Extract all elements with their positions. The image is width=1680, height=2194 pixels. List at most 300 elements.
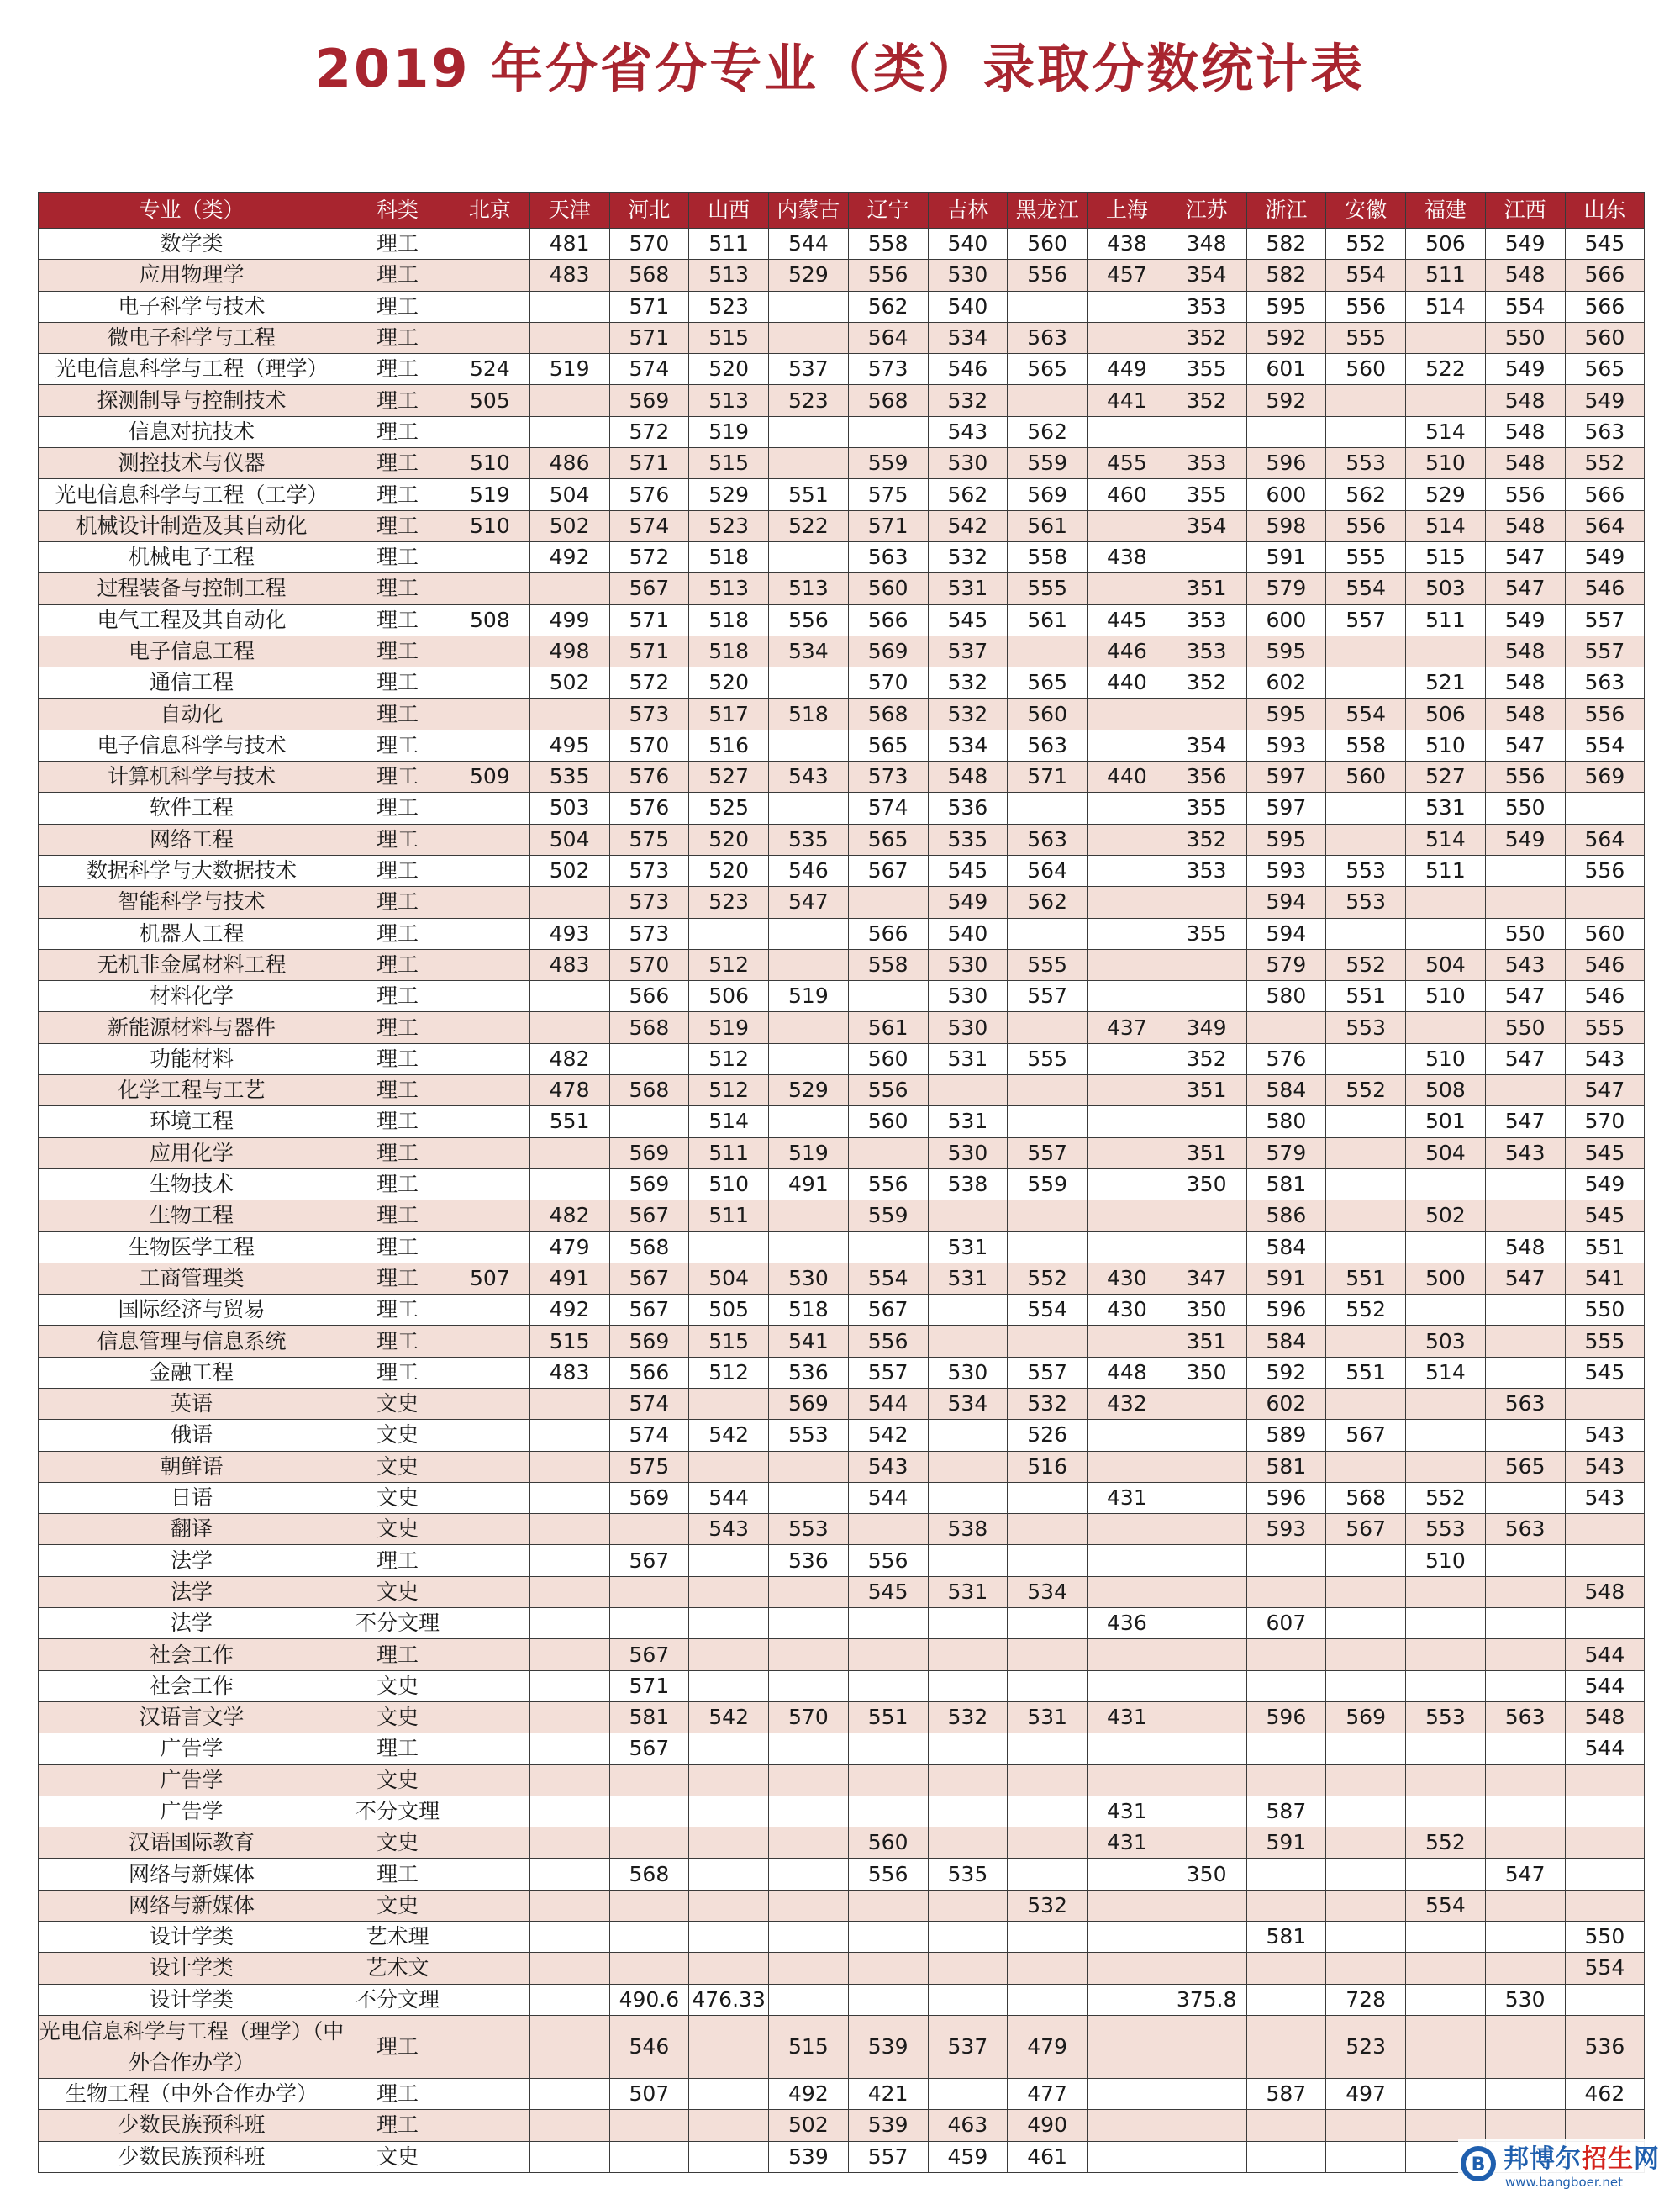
- score-cell: 556: [1485, 479, 1565, 510]
- score-cell: 490: [1008, 2110, 1088, 2141]
- score-cell: 569: [609, 385, 689, 416]
- score-cell: 592: [1246, 1357, 1326, 1388]
- score-cell: [928, 1764, 1008, 1796]
- score-cell: 554: [1326, 260, 1406, 291]
- column-header: 专业（类）: [39, 193, 345, 229]
- category-cell: 文史: [345, 1890, 450, 1921]
- score-cell: 549: [928, 887, 1008, 918]
- major-name-cell: 机械电子工程: [39, 541, 345, 572]
- score-cell: [1088, 1733, 1167, 1764]
- score-cell: 548: [1485, 699, 1565, 730]
- score-cell: 546: [609, 2015, 689, 2078]
- score-cell: 355: [1167, 354, 1246, 385]
- score-cell: 353: [1167, 448, 1246, 479]
- score-cell: 437: [1088, 1012, 1167, 1043]
- score-cell: [1406, 385, 1486, 416]
- score-cell: 596: [1246, 1295, 1326, 1326]
- score-cell: 482: [529, 1043, 609, 1074]
- score-cell: [848, 1764, 928, 1796]
- score-cell: 549: [1485, 354, 1565, 385]
- category-cell: 不分文理: [345, 1984, 450, 2015]
- table-row: [39, 887, 1645, 918]
- score-cell: [1406, 1608, 1486, 1639]
- score-cell: 576: [1246, 1043, 1326, 1074]
- score-cell: [450, 573, 530, 604]
- score-cell: [1088, 887, 1167, 918]
- major-name-cell: 测控技术与仪器: [39, 448, 345, 479]
- score-cell: 550: [1565, 1922, 1645, 1953]
- score-cell: [450, 322, 530, 353]
- score-cell: [928, 1922, 1008, 1953]
- score-cell: [1088, 1576, 1167, 1607]
- score-cell: [1326, 1043, 1406, 1074]
- table-row: [39, 1545, 1645, 1576]
- score-cell: 542: [928, 510, 1008, 541]
- score-cell: [1246, 416, 1326, 447]
- score-cell: 557: [848, 1357, 928, 1388]
- category-cell: 理工: [345, 1043, 450, 1074]
- score-cell: 567: [848, 855, 928, 886]
- score-cell: [1485, 1670, 1565, 1701]
- score-cell: 570: [1565, 1106, 1645, 1137]
- score-cell: 502: [1406, 1200, 1486, 1231]
- score-cell: 569: [769, 1388, 849, 1419]
- score-cell: [1167, 1796, 1246, 1827]
- score-cell: 552: [1326, 229, 1406, 260]
- score-cell: 597: [1246, 793, 1326, 824]
- score-cell: [689, 1859, 769, 1890]
- score-cell: 534: [928, 1388, 1008, 1419]
- score-cell: 518: [769, 699, 849, 730]
- score-cell: 499: [529, 604, 609, 636]
- score-cell: [1008, 1012, 1088, 1043]
- score-cell: [928, 1639, 1008, 1670]
- major-name-cell: 自动化: [39, 699, 345, 730]
- score-cell: 549: [1565, 541, 1645, 572]
- score-cell: 556: [1326, 510, 1406, 541]
- table-row: [39, 793, 1645, 824]
- score-cell: 430: [1088, 1263, 1167, 1294]
- score-cell: [450, 1890, 530, 1921]
- score-cell: [1246, 1984, 1326, 2015]
- table-row: [39, 1388, 1645, 1419]
- score-cell: 502: [529, 510, 609, 541]
- score-cell: 546: [769, 855, 849, 886]
- score-cell: 492: [529, 541, 609, 572]
- score-cell: [450, 918, 530, 949]
- score-cell: 530: [928, 260, 1008, 291]
- table-row: [39, 1922, 1645, 1953]
- score-cell: [529, 1608, 609, 1639]
- score-cell: [689, 2015, 769, 2078]
- score-cell: [450, 1451, 530, 1482]
- score-cell: 557: [1565, 636, 1645, 667]
- score-cell: 500: [1406, 1263, 1486, 1294]
- score-cell: [1485, 1075, 1565, 1106]
- score-cell: 431: [1088, 1482, 1167, 1513]
- score-cell: [1088, 2015, 1167, 2078]
- score-cell: 531: [928, 1263, 1008, 1294]
- score-cell: 536: [769, 1357, 849, 1388]
- category-cell: 不分文理: [345, 1608, 450, 1639]
- major-name-cell: 朝鲜语: [39, 1451, 345, 1482]
- major-name-cell: 英语: [39, 1388, 345, 1419]
- score-table: [38, 192, 1645, 2173]
- score-cell: 498: [529, 636, 609, 667]
- score-cell: [1485, 1827, 1565, 1859]
- table-row: [39, 1326, 1645, 1357]
- score-cell: [1565, 2110, 1645, 2141]
- score-cell: 545: [928, 855, 1008, 886]
- score-cell: 545: [1565, 229, 1645, 260]
- score-cell: 530: [928, 448, 1008, 479]
- score-cell: 560: [848, 573, 928, 604]
- score-cell: [1326, 1137, 1406, 1168]
- score-cell: [689, 1576, 769, 1607]
- score-cell: [848, 1639, 928, 1670]
- score-cell: 549: [1485, 604, 1565, 636]
- score-cell: 502: [769, 2110, 849, 2141]
- score-cell: 547: [769, 887, 849, 918]
- score-cell: [1246, 1890, 1326, 1921]
- score-cell: [1326, 1639, 1406, 1670]
- score-cell: 552: [1008, 1263, 1088, 1294]
- category-cell: 理工: [345, 1859, 450, 1890]
- score-cell: 514: [689, 1106, 769, 1137]
- table-row: [39, 1263, 1645, 1294]
- score-cell: [1008, 1733, 1088, 1764]
- score-cell: [529, 1859, 609, 1890]
- score-cell: [1088, 1545, 1167, 1576]
- major-name-cell: 计算机科学与技术: [39, 762, 345, 793]
- score-cell: 557: [1565, 604, 1645, 636]
- score-cell: 504: [529, 824, 609, 855]
- score-cell: [529, 1953, 609, 1984]
- score-cell: 461: [1008, 2141, 1088, 2172]
- score-cell: 492: [769, 2078, 849, 2109]
- score-cell: 547: [1485, 981, 1565, 1012]
- score-cell: 543: [1565, 1043, 1645, 1074]
- score-cell: 512: [689, 1357, 769, 1388]
- score-cell: 552: [1326, 1075, 1406, 1106]
- category-cell: 理工: [345, 1639, 450, 1670]
- score-cell: [1565, 1827, 1645, 1859]
- score-cell: 596: [1246, 1482, 1326, 1513]
- score-cell: [769, 1827, 849, 1859]
- score-cell: [1485, 2078, 1565, 2109]
- score-cell: 568: [1326, 1482, 1406, 1513]
- score-cell: [1088, 1137, 1167, 1168]
- score-cell: 520: [689, 354, 769, 385]
- score-cell: [1167, 1608, 1246, 1639]
- score-cell: 519: [689, 1012, 769, 1043]
- score-cell: 478: [529, 1075, 609, 1106]
- score-cell: [1246, 2015, 1326, 2078]
- score-cell: [1485, 887, 1565, 918]
- score-cell: [1326, 1451, 1406, 1482]
- score-cell: 356: [1167, 762, 1246, 793]
- score-cell: 581: [1246, 1168, 1326, 1200]
- score-cell: 568: [609, 1859, 689, 1890]
- score-cell: 535: [769, 824, 849, 855]
- score-cell: 558: [848, 949, 928, 980]
- score-cell: [1406, 1420, 1486, 1451]
- score-cell: 571: [609, 291, 689, 322]
- score-cell: 558: [1326, 730, 1406, 761]
- score-cell: [529, 573, 609, 604]
- score-cell: 576: [609, 479, 689, 510]
- score-cell: 557: [1008, 981, 1088, 1012]
- score-cell: 513: [689, 573, 769, 604]
- table-row: [39, 1608, 1645, 1639]
- score-cell: [1406, 2015, 1486, 2078]
- score-cell: [848, 1953, 928, 1984]
- category-cell: 理工: [345, 291, 450, 322]
- major-name-cell: 少数民族预科班: [39, 2141, 345, 2172]
- table-row: [39, 291, 1645, 322]
- score-cell: 566: [848, 604, 928, 636]
- score-cell: [1167, 1514, 1246, 1545]
- score-cell: 503: [1406, 573, 1486, 604]
- score-cell: [1008, 918, 1088, 949]
- score-cell: [1406, 1859, 1486, 1890]
- score-cell: 596: [1246, 448, 1326, 479]
- score-cell: [848, 1796, 928, 1827]
- score-cell: [1485, 1420, 1565, 1451]
- score-cell: [769, 1106, 849, 1137]
- score-cell: [529, 2110, 609, 2141]
- score-cell: 550: [1485, 322, 1565, 353]
- score-cell: [689, 1922, 769, 1953]
- score-cell: [529, 1388, 609, 1419]
- score-cell: [1326, 1388, 1406, 1419]
- score-cell: [1167, 1827, 1246, 1859]
- score-cell: 548: [1485, 1231, 1565, 1263]
- score-cell: 551: [1326, 1357, 1406, 1388]
- major-name-cell: 光电信息科学与工程（工学）: [39, 479, 345, 510]
- score-cell: 514: [1406, 824, 1486, 855]
- category-cell: 文史: [345, 2141, 450, 2172]
- score-cell: [1326, 1922, 1406, 1953]
- score-cell: 531: [928, 573, 1008, 604]
- score-cell: [1246, 1576, 1326, 1607]
- score-cell: [848, 887, 928, 918]
- table-row: [39, 1043, 1645, 1074]
- score-cell: 544: [1565, 1670, 1645, 1701]
- score-cell: 571: [848, 510, 928, 541]
- score-cell: 554: [848, 1263, 928, 1294]
- score-cell: [529, 322, 609, 353]
- score-cell: [529, 1764, 609, 1796]
- major-name-cell: 环境工程: [39, 1106, 345, 1137]
- score-cell: [1485, 855, 1565, 886]
- score-cell: [1008, 636, 1088, 667]
- score-cell: [609, 1043, 689, 1074]
- score-cell: [1008, 1764, 1088, 1796]
- score-cell: 532: [928, 541, 1008, 572]
- score-cell: [1088, 949, 1167, 980]
- score-cell: 506: [689, 981, 769, 1012]
- score-cell: [1406, 1168, 1486, 1200]
- score-cell: 511: [689, 1200, 769, 1231]
- score-cell: [1485, 1576, 1565, 1607]
- score-cell: 555: [1565, 1326, 1645, 1357]
- score-cell: [1008, 1827, 1088, 1859]
- score-cell: 549: [1565, 385, 1645, 416]
- score-cell: 550: [1485, 918, 1565, 949]
- score-cell: [1088, 510, 1167, 541]
- score-cell: 518: [769, 1295, 849, 1326]
- score-cell: 570: [609, 949, 689, 980]
- score-cell: [529, 1639, 609, 1670]
- score-cell: 563: [848, 541, 928, 572]
- score-cell: 569: [609, 1168, 689, 1200]
- score-cell: [769, 1043, 849, 1074]
- score-cell: [529, 1168, 609, 1200]
- score-cell: [928, 1670, 1008, 1701]
- table-header: [39, 193, 1645, 229]
- table-row: [39, 667, 1645, 699]
- major-name-cell: 广告学: [39, 1796, 345, 1827]
- score-cell: [450, 1639, 530, 1670]
- score-cell: 510: [1406, 1545, 1486, 1576]
- category-cell: 文史: [345, 1388, 450, 1419]
- score-cell: [1088, 793, 1167, 824]
- score-cell: 547: [1485, 1043, 1565, 1074]
- score-cell: 543: [848, 1451, 928, 1482]
- score-cell: 549: [1485, 824, 1565, 855]
- score-cell: 543: [1565, 1482, 1645, 1513]
- score-cell: 568: [609, 1075, 689, 1106]
- score-cell: 534: [928, 730, 1008, 761]
- score-cell: 553: [1326, 887, 1406, 918]
- score-cell: [769, 322, 849, 353]
- score-cell: 449: [1088, 354, 1167, 385]
- score-cell: [928, 1545, 1008, 1576]
- score-cell: [1326, 1576, 1406, 1607]
- score-cell: 566: [1565, 479, 1645, 510]
- score-cell: 539: [769, 2141, 849, 2172]
- score-cell: 592: [1246, 385, 1326, 416]
- score-cell: [1565, 1545, 1645, 1576]
- score-cell: 567: [609, 1200, 689, 1231]
- score-cell: 547: [1485, 730, 1565, 761]
- score-cell: 564: [848, 322, 928, 353]
- score-cell: 556: [1008, 260, 1088, 291]
- score-cell: 531: [928, 1576, 1008, 1607]
- score-cell: 553: [769, 1420, 849, 1451]
- major-name-cell: 新能源材料与器件: [39, 1012, 345, 1043]
- score-cell: 539: [848, 2015, 928, 2078]
- score-cell: [1246, 1733, 1326, 1764]
- score-cell: [450, 887, 530, 918]
- table-row: [39, 541, 1645, 572]
- table-row: [39, 448, 1645, 479]
- score-cell: [689, 1231, 769, 1263]
- score-cell: [1485, 1764, 1565, 1796]
- score-cell: [1008, 1639, 1088, 1670]
- score-cell: [450, 949, 530, 980]
- score-cell: 567: [609, 1639, 689, 1670]
- score-cell: [1088, 1670, 1167, 1701]
- category-cell: 理工: [345, 1075, 450, 1106]
- category-cell: 理工: [345, 2078, 450, 2109]
- score-cell: 532: [928, 699, 1008, 730]
- major-name-cell: 应用物理学: [39, 260, 345, 291]
- score-cell: [529, 1890, 609, 1921]
- category-cell: 理工: [345, 1295, 450, 1326]
- score-cell: 575: [848, 479, 928, 510]
- score-cell: [1485, 2110, 1565, 2141]
- score-cell: 519: [769, 1137, 849, 1168]
- score-cell: 565: [1008, 354, 1088, 385]
- score-cell: 574: [609, 1420, 689, 1451]
- score-cell: 520: [689, 667, 769, 699]
- column-header: 内蒙古: [769, 193, 849, 229]
- score-cell: 516: [689, 730, 769, 761]
- score-cell: 561: [848, 1012, 928, 1043]
- score-cell: 504: [1406, 1137, 1486, 1168]
- score-cell: 728: [1326, 1984, 1406, 2015]
- score-cell: 502: [529, 667, 609, 699]
- category-cell: 理工: [345, 2015, 450, 2078]
- major-name-cell: 法学: [39, 1608, 345, 1639]
- score-cell: [1565, 1890, 1645, 1921]
- score-cell: 353: [1167, 604, 1246, 636]
- score-cell: [928, 1890, 1008, 1921]
- score-cell: 567: [609, 573, 689, 604]
- score-cell: [529, 1733, 609, 1764]
- score-cell: [928, 1608, 1008, 1639]
- score-cell: 557: [1008, 1137, 1088, 1168]
- score-cell: 544: [1565, 1733, 1645, 1764]
- score-cell: 547: [1485, 573, 1565, 604]
- table-row: [39, 1231, 1645, 1263]
- score-cell: 537: [928, 2015, 1008, 2078]
- score-cell: 572: [609, 416, 689, 447]
- score-cell: 581: [609, 1701, 689, 1733]
- table-row: [39, 2078, 1645, 2109]
- score-cell: 543: [928, 416, 1008, 447]
- score-cell: 573: [609, 918, 689, 949]
- score-cell: [769, 793, 849, 824]
- score-cell: [928, 1075, 1008, 1106]
- score-cell: 565: [848, 824, 928, 855]
- score-cell: 536: [928, 793, 1008, 824]
- score-cell: [529, 1701, 609, 1733]
- score-cell: [450, 855, 530, 886]
- major-name-cell: 过程装备与控制工程: [39, 573, 345, 604]
- category-cell: 文史: [345, 1701, 450, 1733]
- score-cell: 460: [1088, 479, 1167, 510]
- score-cell: 573: [609, 855, 689, 886]
- score-cell: [1565, 1796, 1645, 1827]
- major-name-cell: 探测制导与控制技术: [39, 385, 345, 416]
- score-cell: [1326, 1890, 1406, 1921]
- score-cell: [1565, 793, 1645, 824]
- score-cell: [529, 887, 609, 918]
- score-cell: [848, 1514, 928, 1545]
- table-row: [39, 385, 1645, 416]
- score-cell: 567: [609, 1295, 689, 1326]
- score-cell: 490.6: [609, 1984, 689, 2015]
- score-cell: 529: [1406, 479, 1486, 510]
- score-cell: [928, 1326, 1008, 1357]
- score-cell: 576: [609, 793, 689, 824]
- score-cell: [1485, 2015, 1565, 2078]
- score-cell: 504: [529, 479, 609, 510]
- score-cell: 351: [1167, 1075, 1246, 1106]
